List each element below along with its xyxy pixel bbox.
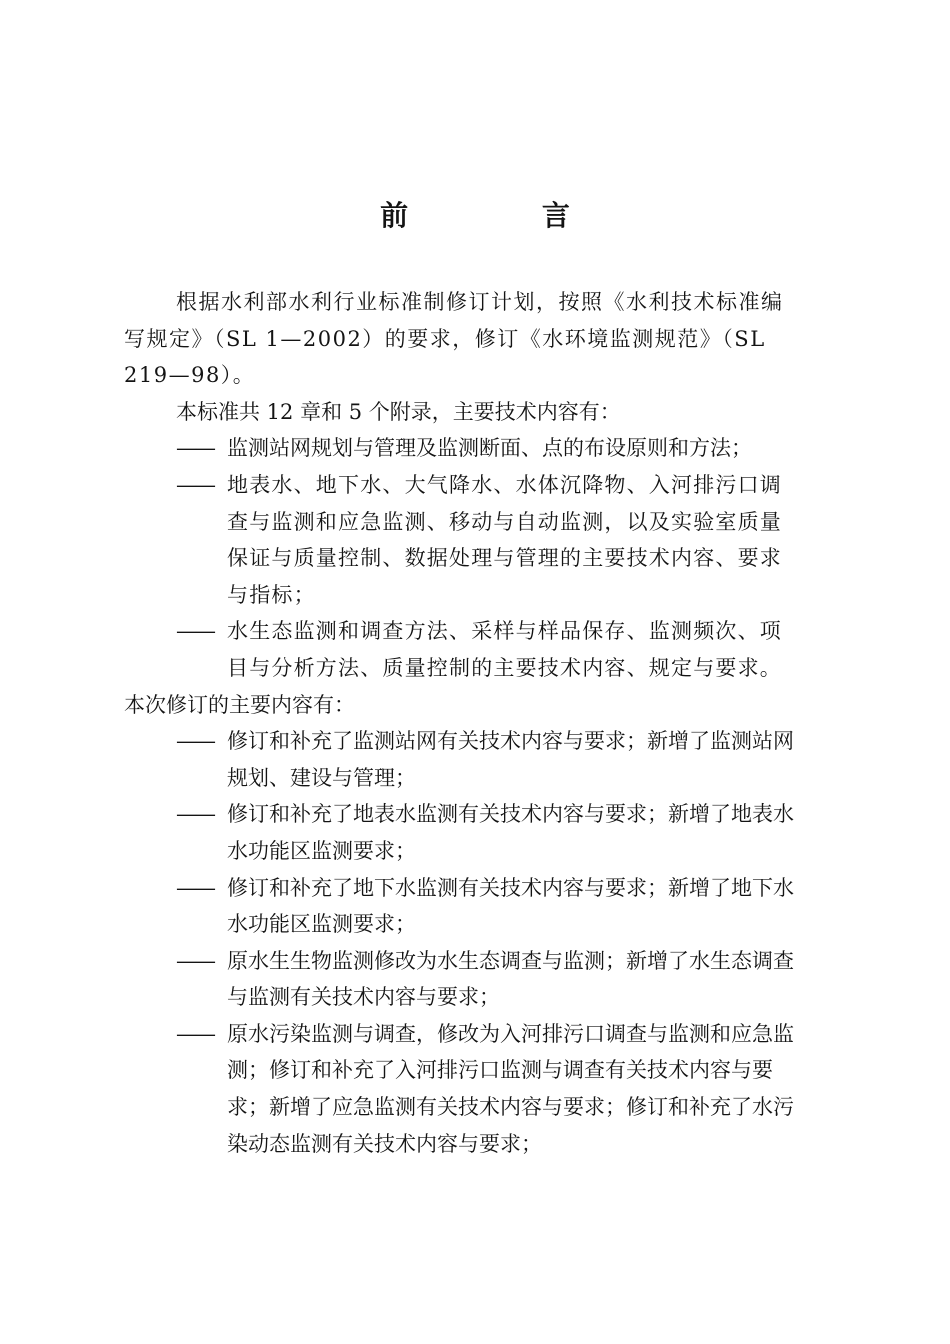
- list-item-text: 地表水、地下水、大气降水、水体沉降物、入河排污口调查与监测和应急监测、移动与自动监测，以及实验室质量保证与质量控制、数据处理与管理的主要技术内容、要求与指标；: [227, 472, 782, 607]
- list-item: [124, 943, 799, 1016]
- list-item-text: 原水生生物监测修改为水生态调查与监测；新增了水生态调查与监测有关技术内容与要求；: [227, 948, 794, 1010]
- dash-marker: ——: [176, 875, 214, 900]
- list-item: [124, 430, 799, 467]
- standard-content-heading: 本标准共 12 章和 5 个附录，主要技术内容有：: [176, 399, 621, 424]
- dash-marker: ——: [176, 729, 214, 754]
- list-item: [124, 723, 799, 796]
- list-item: [124, 467, 799, 613]
- list-item-text: 监测站网规划与管理及监测断面、点的布设原则和方法；: [227, 436, 752, 461]
- list-item-text: 修订和补充了地表水监测有关技术内容与要求；新增了地表水水功能区监测要求；: [227, 802, 794, 863]
- dash-marker: ——: [176, 472, 214, 497]
- dash-marker: ——: [176, 802, 214, 827]
- preface-body: [124, 284, 799, 1162]
- list-item: [124, 1016, 799, 1162]
- revision-heading: 本次修订的主要内容有：: [124, 692, 355, 717]
- dash-marker: ——: [176, 948, 214, 973]
- dash-marker: ——: [176, 436, 214, 461]
- list-item: [124, 870, 799, 943]
- list-item-text: 修订和补充了监测站网有关技术内容与要求；新增了监测站网规划、建设与管理；: [227, 729, 794, 790]
- intro-paragraph: 根据水利部水利行业标准制修订计划，按照《水利技术标准编写规定》（SL 1—2002）的要求，修订《水环境监测规范》（SL 219—98）。: [124, 290, 784, 388]
- dash-marker: ——: [176, 1021, 214, 1046]
- page-title: 前 言: [380, 199, 632, 232]
- list-item-text: 水生态监测和调查方法、采样与样品保存、监测频次、项目与分析方法、质量控制的主要技术内容、规定与要求。: [227, 619, 782, 680]
- list-item-text: 原水污染监测与调查，修改为入河排污口调查与监测和应急监测；修订和补充了入河排污口监测与调查有关技术内容与要求；新增了应急监测有关技术内容与要求；修订和补充了水污染动态监测有关技术内容与要求；: [227, 1021, 794, 1156]
- dash-marker: ——: [176, 619, 214, 644]
- list-item-text: 修订和补充了地下水监测有关技术内容与要求；新增了地下水水功能区监测要求；: [227, 875, 794, 937]
- list-item: [124, 796, 799, 869]
- list-item: [124, 613, 799, 686]
